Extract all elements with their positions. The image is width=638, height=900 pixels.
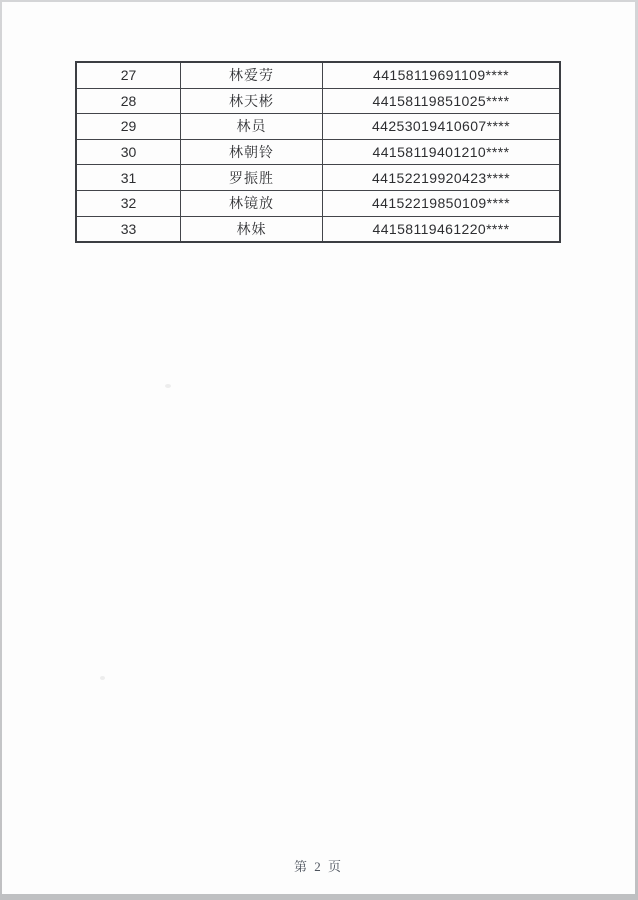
page-number: 第 2 页 [293, 859, 343, 874]
cell-no: 32 [76, 190, 181, 216]
roster-table [75, 61, 561, 243]
cell-name: 林爱劳 [181, 62, 323, 88]
cell-name: 林员 [181, 114, 323, 140]
table-row [76, 216, 560, 242]
cell-no: 28 [76, 88, 181, 114]
document-page [2, 2, 635, 894]
cell-no: 27 [76, 62, 181, 88]
cell-id: 44152219850109**** [323, 190, 561, 216]
scan-artifact [165, 384, 171, 388]
table-row [76, 62, 560, 88]
cell-no: 33 [76, 216, 181, 242]
cell-no: 30 [76, 139, 181, 165]
cell-id: 44253019410607**** [323, 114, 561, 140]
table-row [76, 139, 560, 165]
cell-id: 44158119401210**** [323, 139, 561, 165]
cell-id: 44158119691109**** [323, 62, 561, 88]
roster-table-body [76, 62, 560, 242]
cell-id: 44158119461220**** [323, 216, 561, 242]
cell-name: 林妹 [181, 216, 323, 242]
scan-artifact [100, 676, 105, 680]
table-row [76, 165, 560, 191]
cell-name: 林镜放 [181, 190, 323, 216]
table-row [76, 190, 560, 216]
cell-name: 罗振胜 [181, 165, 323, 191]
cell-id: 44158119851025**** [323, 88, 561, 114]
cell-name: 林朝铃 [181, 139, 323, 165]
table-row [76, 114, 560, 140]
table-row [76, 88, 560, 114]
cell-id: 44152219920423**** [323, 165, 561, 191]
cell-no: 31 [76, 165, 181, 191]
cell-no: 29 [76, 114, 181, 140]
cell-name: 林天彬 [181, 88, 323, 114]
